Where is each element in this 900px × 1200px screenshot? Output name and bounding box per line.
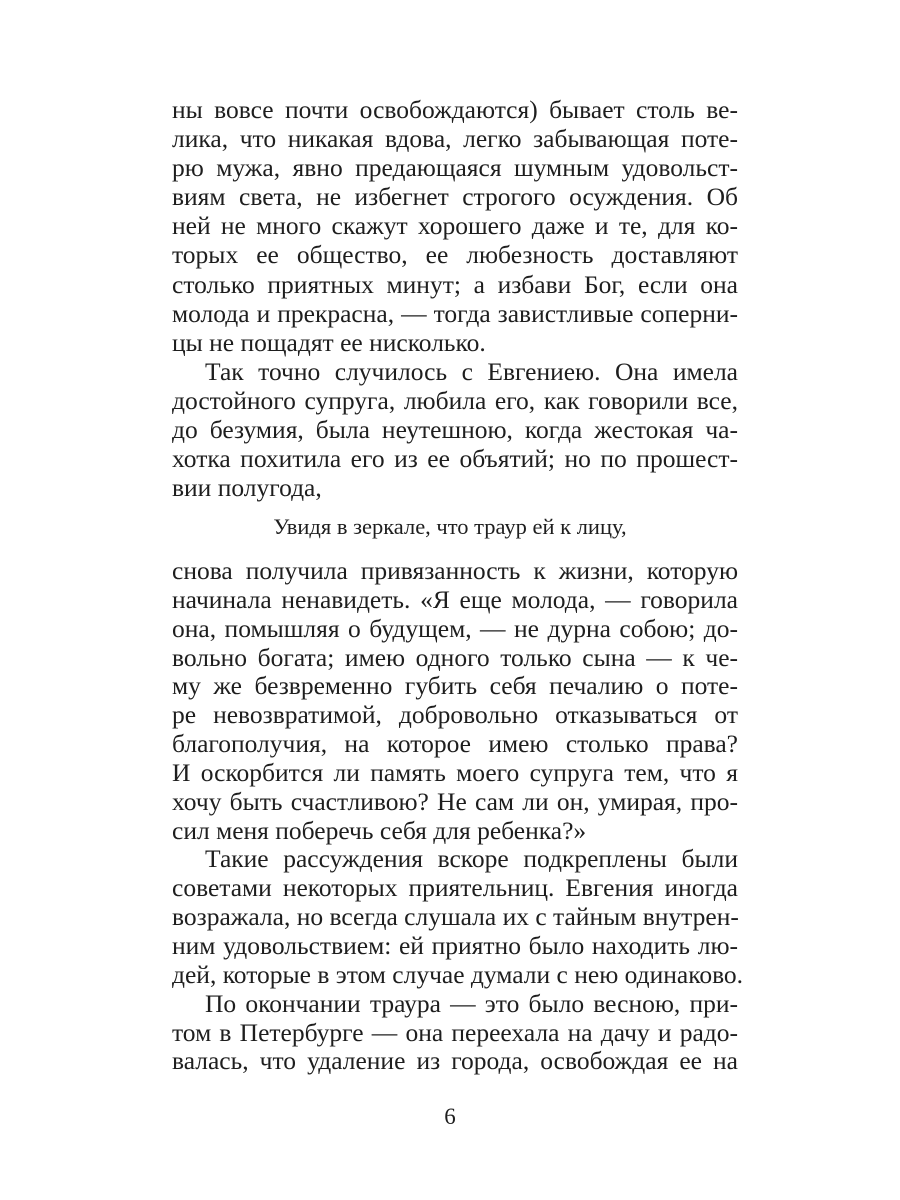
text-line: сил меня поберечь себя для ребенка?» (172, 815, 587, 845)
text-line: лика, что никакая вдова, легко забывающая поте- (172, 124, 738, 154)
text-line: благополучия, на которое имею столько права? (172, 729, 738, 759)
text-block-bottom (172, 556, 744, 1076)
poem-quote-line: Увидя в зеркале, что траур ей к лицу, (273, 514, 627, 539)
text-line: она, помышляя о будущем, — не дурна собою; до- (172, 613, 738, 643)
text-line: начинала ненавидеть. «Я еще молода, — говорила (172, 584, 738, 614)
text-line: торых ее общество, ее любезность доставляют (172, 240, 738, 270)
text-line: Такие рассуждения вскоре подкреплены были (205, 844, 738, 874)
text-line: ней не много скажут хорошего даже и те, для ко- (172, 211, 738, 241)
text-line: ним удовольствием: ей приятно было находить лю- (172, 930, 738, 960)
text-line: достойного супруга, любила его, как говорили все, (172, 385, 738, 415)
text-line: рю мужа, явно предающаяся шумным удовольст- (172, 153, 738, 183)
text-line: ре невозвратимой, добровольно отказываться от (172, 700, 738, 730)
text-line: цы не пощадят ее нисколько. (172, 327, 486, 357)
text-line: По окончании траура — это было весною, при- (205, 988, 738, 1018)
text-line: вольно богата; имею одного только сына — к че- (172, 642, 738, 672)
text-line: Так точно случилось с Евгениею. Она имела (205, 356, 738, 386)
page-number: 6 (444, 1104, 456, 1129)
text-line: дей, которые в этом случае думали с нею одинаково. (172, 959, 744, 989)
text-line: советами некоторых приятельниц. Евгения иногда (172, 873, 738, 903)
text-line: хочу быть счастливою? Не сам ли он, умирая, про- (172, 786, 738, 816)
text-line: снова получила привязанность к жизни, которую (172, 556, 738, 585)
text-line: ны вовсе почти освобождаются) бывает столь ве- (172, 95, 738, 124)
text-line: И оскорбится ли память моего супруга тем, что я (172, 757, 738, 787)
text-line: столько приятных минут; а избави Бог, если она (172, 269, 738, 299)
text-line: виям света, не избегнет строгого осуждения. Об (172, 182, 738, 212)
text-line: том в Петербурге — она переехала на дачу и радо- (172, 1017, 738, 1047)
text-line: до безумия, была неутешною, когда жестокая ча- (172, 415, 738, 445)
text-line: возражала, но всегда слушала их с тайным внутрен- (172, 902, 739, 932)
text-block-top (172, 95, 738, 502)
text-line: валась, что удаление из города, освобождая ее на (172, 1046, 738, 1076)
text-line: хотка похитила его из ее объятий; но по прошест- (172, 444, 738, 474)
text-line: вии полугода, (172, 473, 322, 503)
text-line: молода и прекрасна, — тогда завистливые соперни- (172, 298, 738, 328)
text-line: му же безвременно губить себя печалию о поте- (172, 671, 738, 701)
